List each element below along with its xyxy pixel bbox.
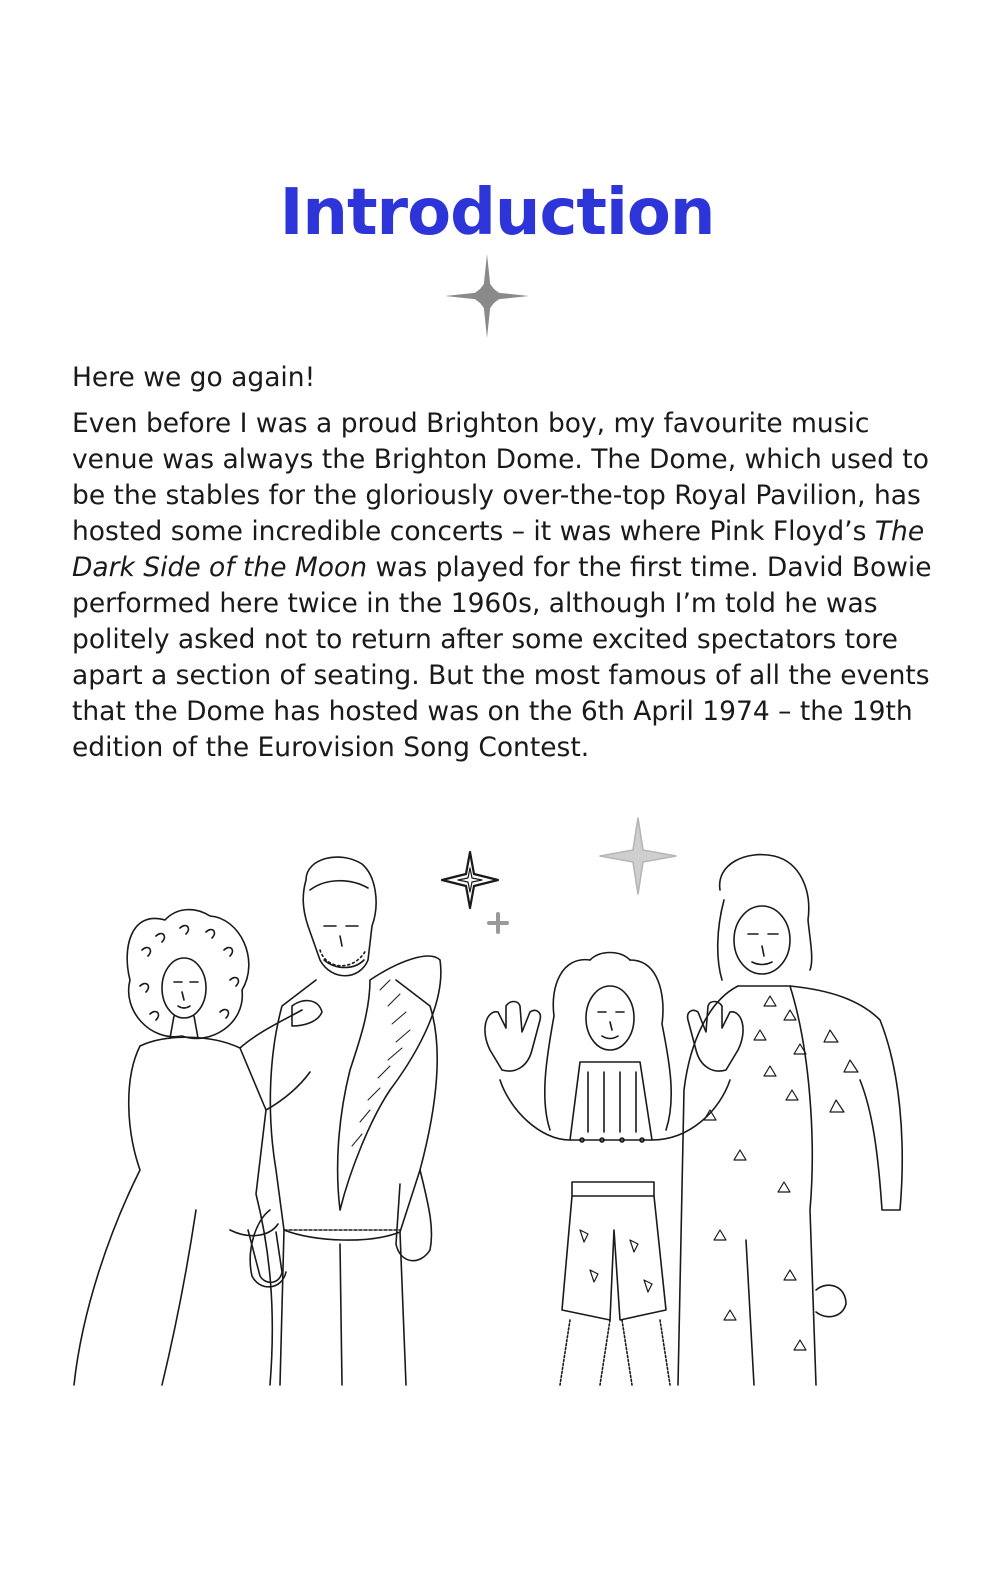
album-title: The Dark Side of the Moon xyxy=(72,516,925,583)
page-title: Introduction xyxy=(279,175,715,250)
body-text xyxy=(72,360,932,776)
paragraph-part-1: Even before I was a proud Brighton boy, my favourite music venue was always the Brighton Dome. The Dome, which used to be the stables for the gloriously over-the-top Royal Pavilion, has hosted some incredible concerts – it was where Pink Floyd’s xyxy=(72,408,929,547)
figure-long-hair-woman xyxy=(485,953,743,1386)
gray-star-icon xyxy=(600,818,676,894)
small-plus-sparkle-icon xyxy=(489,914,507,932)
intro-paragraph xyxy=(72,406,932,766)
paragraph-part-2: was played for the first time. David Bowie performed here twice in the 1960s, although I’m told he was politely asked not to return after some excited spectators tore apart a section of seating. But the most famous of all the events that the Dome has hosted was on the 6th April 1974 – the 19th edition of the Eurovision Song Contest. xyxy=(72,552,932,763)
figure-curly-hair xyxy=(74,910,322,1385)
band-illustration xyxy=(70,810,910,1395)
outline-star-icon xyxy=(442,852,498,908)
intro-line: Here we go again! xyxy=(72,362,316,393)
figure-caped-man xyxy=(678,855,902,1385)
figure-bearded-man xyxy=(250,857,441,1385)
four-point-star-icon xyxy=(445,254,529,338)
